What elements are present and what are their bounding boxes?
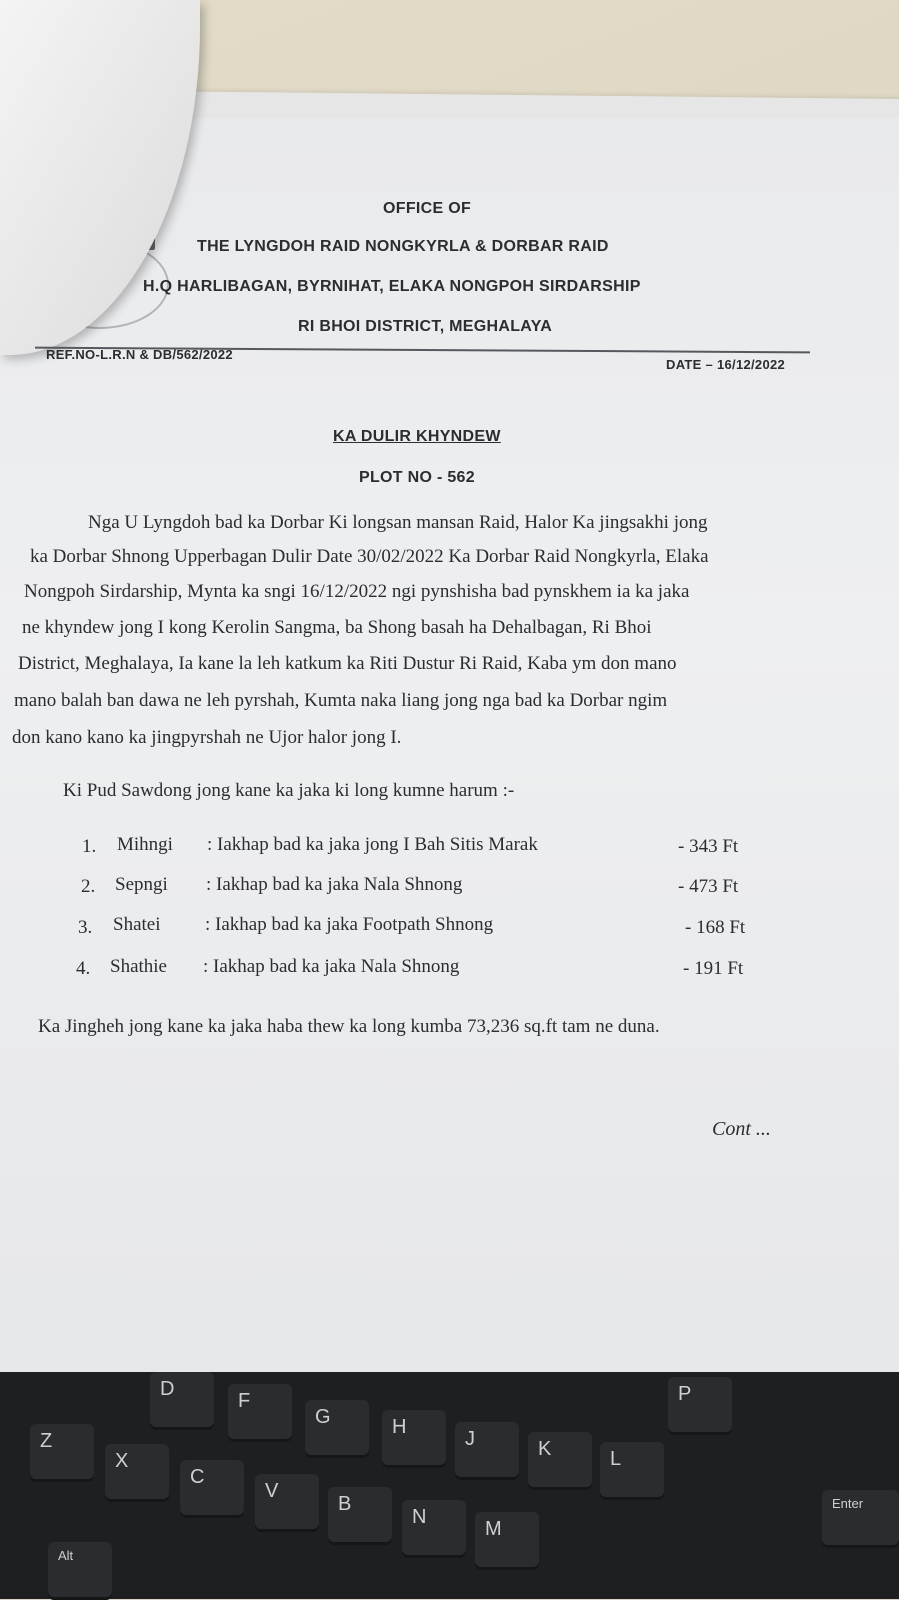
key-z: Z [30, 1424, 94, 1482]
body-line: Nongpoh Sirdarship, Mynta ka sngi 16/12/2022 ngi pynshisha bad pynskhem ia ka jaka [24, 581, 690, 602]
boundary-number: 3. [78, 917, 93, 938]
boundary-direction: Sepngi [115, 874, 168, 895]
key-c: C [180, 1460, 244, 1518]
boundary-description: : Iakhap bad ka jaka Nala Shnong [203, 956, 460, 977]
key-p: P [668, 1377, 732, 1435]
boundary-intro: Ki Pud Sawdong jong kane ka jaka ki long kumne harum :- [63, 780, 515, 801]
body-line: Nga U Lyngdoh bad ka Dorbar Ki longsan mansan Raid, Halor Ka jingsakhi jong [88, 512, 708, 533]
header-address: H.Q HARLIBAGAN, BYRNIHAT, ELAKA NONGPOH SIRDARSHIP [143, 278, 641, 295]
boundary-length: - 343 Ft [678, 836, 739, 857]
boundary-direction: Shatei [113, 914, 161, 935]
laptop-keyboard [0, 1372, 899, 1599]
document-title: KA DULIR KHYNDEW [333, 428, 501, 445]
key-f: F [228, 1384, 292, 1442]
key-v: V [255, 1474, 319, 1532]
key-g: G [305, 1400, 369, 1458]
body-line: mano balah ban dawa ne leh pyrshah, Kumta naka liang jong nga bad ka Dorbar ngim [14, 690, 668, 711]
header-organization: THE LYNGDOH RAID NONGKYRLA & DORBAR RAID [197, 238, 609, 255]
key-k: K [528, 1432, 592, 1490]
header-office-of: OFFICE OF [383, 200, 472, 217]
key-l: L [600, 1442, 664, 1500]
boundary-direction: Shathie [110, 956, 167, 977]
boundary-description: : Iakhap bad ka jaka jong I Bah Sitis Marak [207, 834, 538, 855]
continued-note: Cont ... [712, 1118, 771, 1140]
plot-number: PLOT NO - 562 [359, 469, 475, 486]
body-line: don kano kano ka jingpyrshah ne Ujor halor jong I. [12, 727, 402, 748]
body-line: District, Meghalaya, Ia kane la leh katkum ka Riti Dustur Ri Raid, Kaba ym don mano [18, 653, 677, 674]
boundary-length: - 168 Ft [685, 917, 746, 938]
key-n: N [402, 1500, 466, 1558]
key-m: M [475, 1512, 539, 1570]
body-line: ka Dorbar Shnong Upperbagan Dulir Date 30/02/2022 Ka Dorbar Raid Nongkyrla, Elaka [30, 546, 709, 567]
key-h: H [382, 1410, 446, 1468]
key-j: J [455, 1422, 519, 1480]
reference-number: REF.NO-L.R.N & DB/562/2022 [46, 347, 233, 362]
boundary-description: : Iakhap bad ka jaka Footpath Shnong [205, 914, 494, 935]
area-statement: Ka Jingheh jong kane ka jaka haba thew ka long kumba 73,236 sq.ft tam ne duna. [38, 1016, 660, 1037]
boundary-number: 4. [76, 958, 91, 979]
body-line: ne khyndew jong I kong Kerolin Sangma, ba Shong basah ha Dehalbagan, Ri Bhoi [22, 617, 652, 638]
boundary-number: 2. [81, 876, 96, 897]
key-alt: Alt [48, 1542, 112, 1600]
key-d: D [150, 1372, 214, 1430]
boundary-direction: Mihngi [117, 834, 173, 855]
header-district: RI BHOI DISTRICT, MEGHALAYA [298, 318, 553, 335]
boundary-number: 1. [82, 836, 97, 857]
key-x: X [105, 1444, 169, 1502]
key-b: B [328, 1487, 392, 1545]
boundary-description: : Iakhap bad ka jaka Nala Shnong [206, 874, 463, 895]
boundary-length: - 191 Ft [683, 958, 744, 979]
key-enter: Enter [822, 1490, 899, 1548]
document-date: DATE – 16/12/2022 [666, 357, 786, 372]
boundary-length: - 473 Ft [678, 876, 739, 897]
